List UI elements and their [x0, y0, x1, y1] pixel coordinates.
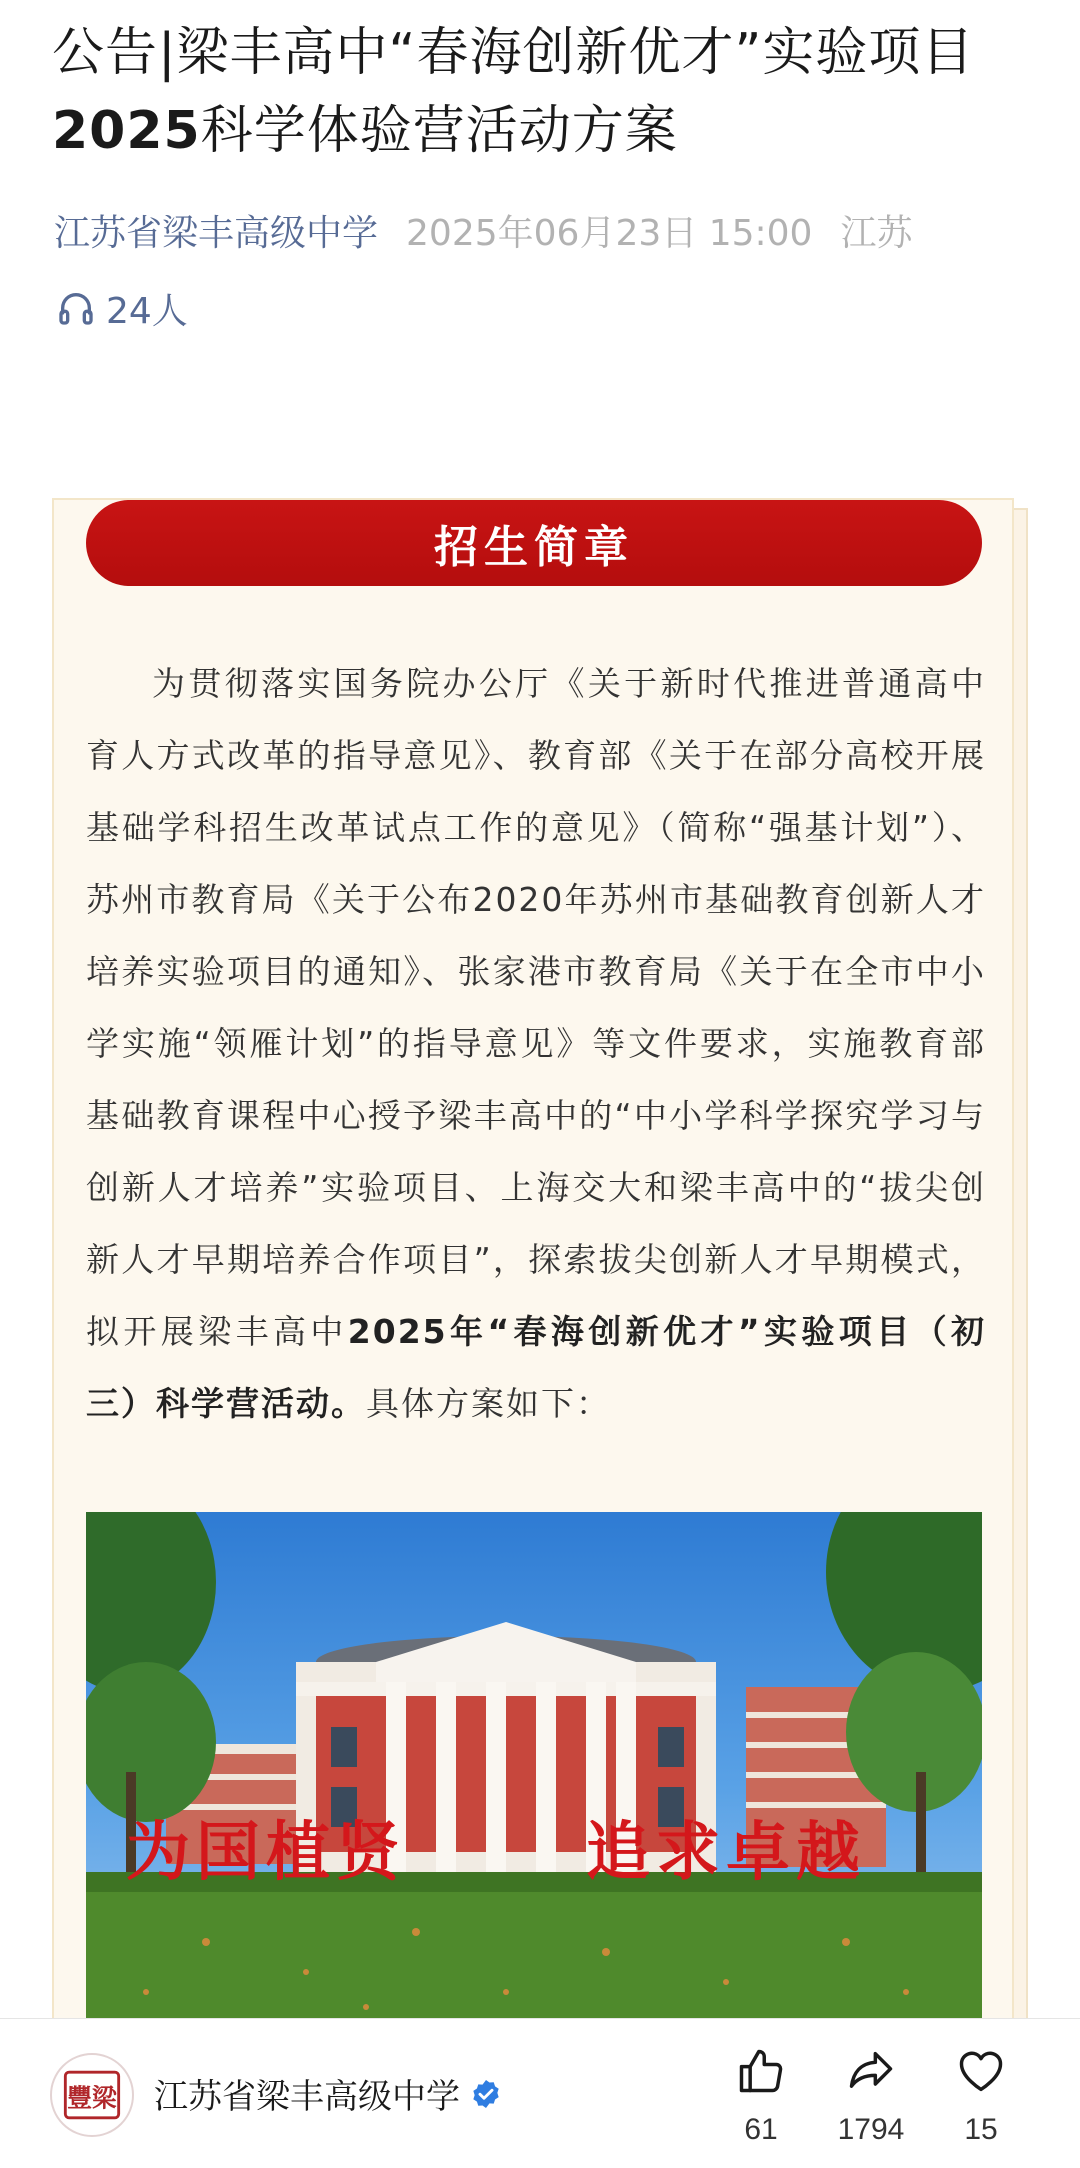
favorite-button[interactable]	[926, 2039, 1036, 2159]
article-body-paragraph	[86, 648, 986, 1440]
school-seal-logo	[52, 2055, 132, 2135]
article-title-year: 2025	[52, 101, 201, 161]
account-avatar[interactable]	[50, 2053, 134, 2137]
campus-photo-illustration	[86, 1512, 982, 2018]
seal-text: 豐梁	[67, 2083, 117, 2113]
like-count: 61	[744, 2113, 778, 2146]
banner-title: 招生简章	[86, 500, 982, 586]
article-title-rest: 科学体验营活动方案	[200, 101, 678, 161]
article-title-line-2	[52, 92, 1042, 170]
article-title-line-1: 公告|梁丰高中“春海创新优才”实验项目	[52, 23, 975, 83]
article-title	[52, 14, 1042, 170]
slogan-right: 追求卓越	[586, 1816, 866, 1890]
share-button[interactable]	[816, 2039, 926, 2159]
thumbs-up-icon	[735, 2045, 787, 2097]
bottom-account-link[interactable]	[154, 2069, 502, 2118]
account-name-link[interactable]: 江苏省梁丰高级中学	[54, 212, 379, 254]
slogan-left: 为国植贤	[126, 1816, 406, 1890]
listen-count: 24人	[106, 290, 188, 332]
like-button[interactable]	[706, 2039, 816, 2159]
article-meta	[54, 206, 912, 254]
paragraph-text-2: 具体方案如下：	[366, 1384, 611, 1423]
share-count: 1794	[837, 2113, 905, 2146]
share-arrow-icon	[845, 2045, 897, 2097]
publish-location: 江苏	[840, 212, 913, 254]
paragraph-text-1: 为贯彻落实国务院办公厅《关于新时代推进普通高中育人方式改革的指导意见》、教育部《关于在部分高校开展基础学科招生改革试点工作的意见》（简称“强基计划”）、苏州市教育局《关于公布2020年苏州市基础教育创新人才培养实验项目的通知》、张家港市教育局《关于在全市中小学实施“领雁计划”的指导意见》等文件要求，实施教育部基础教育课程中心授予梁丰高中的“中小学科学探究学习与创新人才培养”实验项目、上海交大和梁丰高中的“拔尖创新人才早期培养合作项目”，探索拔尖创新人才早期模式，拟开展梁丰高中	[86, 664, 986, 1351]
favorite-count: 15	[964, 2113, 998, 2146]
paragraph-bold-text: 2025年“春海创新优才”实验项目（初三）科学营活动。	[86, 1312, 986, 1423]
bottom-bar	[0, 2018, 1080, 2168]
heart-icon	[955, 2045, 1007, 2097]
publish-date: 2025年06月23日 15:00	[406, 212, 813, 254]
listen-button[interactable]	[56, 284, 188, 332]
headphones-icon	[56, 288, 96, 328]
verified-badge-icon	[470, 2078, 502, 2110]
campus-photo[interactable]	[86, 1512, 982, 2018]
bottom-account-name: 江苏省梁丰高级中学	[154, 2077, 460, 2117]
